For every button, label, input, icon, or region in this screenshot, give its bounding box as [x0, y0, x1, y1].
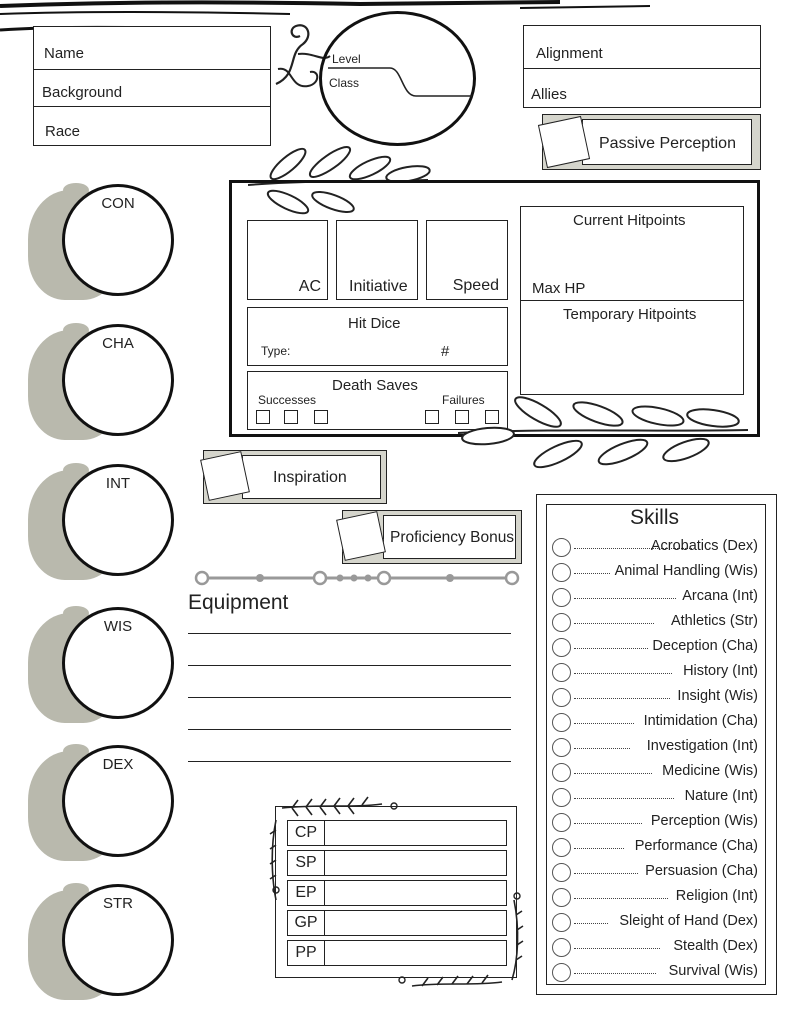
proficiency-circle-icon[interactable]: [552, 963, 571, 982]
equipment-title: Equipment: [188, 591, 289, 614]
inspiration-label: Inspiration: [273, 469, 347, 486]
proficiency-circle-icon[interactable]: [552, 888, 571, 907]
skill-dotted-leader: [574, 648, 648, 649]
stat-circle[interactable]: [62, 607, 174, 719]
skill-label: Acrobatics (Dex): [650, 538, 758, 554]
failure-checkbox[interactable]: [425, 410, 439, 424]
equipment-line[interactable]: [188, 665, 511, 666]
skill-dotted-leader: [574, 673, 672, 674]
coin-row-gp[interactable]: [287, 910, 507, 936]
coin-label: CP: [287, 820, 325, 846]
skill-dotted-leader: [574, 798, 674, 799]
coin-row-sp[interactable]: [287, 850, 507, 876]
inspiration-field[interactable]: [242, 455, 381, 499]
stat-circle[interactable]: [62, 464, 174, 576]
skill-dotted-leader: [574, 623, 654, 624]
proficiency-circle-icon[interactable]: [552, 938, 571, 957]
skill-row[interactable]: [552, 637, 758, 659]
hit-dice-count-label: #: [441, 343, 450, 360]
coin-amount-field[interactable]: [325, 940, 507, 966]
skill-dotted-leader: [574, 773, 652, 774]
skill-dotted-leader: [574, 973, 656, 974]
skill-row[interactable]: [552, 762, 758, 784]
race-row[interactable]: [34, 106, 270, 145]
hit-dice-label: Hit Dice: [348, 315, 401, 332]
proficiency-circle-icon[interactable]: [552, 838, 571, 857]
initiative-box[interactable]: [336, 220, 418, 300]
current-hp-label: Current Hitpoints: [573, 212, 686, 229]
success-checkbox[interactable]: [256, 410, 270, 424]
alignment-row[interactable]: [524, 26, 760, 69]
skill-dotted-leader: [574, 698, 670, 699]
skill-dotted-leader: [574, 873, 638, 874]
skill-row[interactable]: [552, 862, 758, 884]
skill-label: Performance (Cha): [634, 838, 758, 854]
proficiency-circle-icon[interactable]: [552, 588, 571, 607]
temp-hp-field[interactable]: [521, 300, 743, 394]
proficiency-circle-icon[interactable]: [552, 563, 571, 582]
passive-perception-field[interactable]: [582, 119, 752, 165]
hitpoints-box: [520, 206, 744, 395]
skill-label: Perception (Wis): [650, 813, 758, 829]
proficiency-bonus-label: Proficiency Bonus: [390, 529, 515, 546]
alignment-label: Alignment: [536, 45, 603, 62]
coin-row-pp[interactable]: [287, 940, 507, 966]
divider-ornament: [192, 568, 524, 588]
skill-dotted-leader: [574, 573, 610, 574]
proficiency-circle-icon[interactable]: [552, 863, 571, 882]
passive-perception-score-box[interactable]: [538, 116, 590, 168]
stat-con[interactable]: [28, 180, 188, 300]
skill-dotted-leader: [574, 898, 668, 899]
skill-label: Sleight of Hand (Dex): [619, 913, 758, 929]
max-hp-label: Max HP: [532, 280, 586, 297]
allies-row[interactable]: [524, 68, 760, 107]
skill-dotted-leader: [574, 748, 630, 749]
stat-circle[interactable]: [62, 884, 174, 996]
skill-label: Medicine (Wis): [662, 763, 758, 779]
skill-row[interactable]: [552, 587, 758, 609]
skill-label: Persuasion (Cha): [645, 863, 758, 879]
background-row[interactable]: [34, 69, 270, 107]
success-checkbox[interactable]: [284, 410, 298, 424]
stat-label: WIS: [103, 618, 133, 635]
proficiency-circle-icon[interactable]: [552, 763, 571, 782]
skill-row[interactable]: [552, 662, 758, 684]
name-row[interactable]: [34, 27, 270, 70]
coin-row-cp[interactable]: [287, 820, 507, 846]
equipment-line[interactable]: [188, 697, 511, 698]
skill-row[interactable]: [552, 887, 758, 909]
identity-box: [33, 26, 271, 146]
proficiency-circle-icon[interactable]: [552, 663, 571, 682]
stat-circle[interactable]: [62, 324, 174, 436]
proficiency-circle-icon[interactable]: [552, 688, 571, 707]
speed-label: Speed: [452, 277, 499, 294]
stat-circle[interactable]: [62, 184, 174, 296]
skill-label: Nature (Int): [684, 788, 758, 804]
skill-dotted-leader: [574, 948, 660, 949]
skill-row[interactable]: [552, 737, 758, 759]
stat-circle[interactable]: [62, 745, 174, 857]
proficiency-circle-icon[interactable]: [552, 613, 571, 632]
equipment-line[interactable]: [188, 633, 511, 634]
allies-label: Allies: [531, 86, 567, 103]
proficiency-circle-icon[interactable]: [552, 813, 571, 832]
stat-str[interactable]: [28, 880, 188, 1000]
skill-dotted-leader: [574, 923, 608, 924]
proficiency-bonus-field[interactable]: [383, 515, 516, 559]
skill-row[interactable]: [552, 962, 758, 984]
background-label: Background: [42, 84, 123, 101]
equipment-line[interactable]: [188, 729, 511, 730]
skill-label: Survival (Wis): [668, 963, 758, 979]
coin-label: EP: [287, 880, 325, 906]
hit-dice-box[interactable]: [247, 307, 508, 366]
coin-amount-field[interactable]: [325, 820, 507, 846]
initiative-label: Initiative: [349, 278, 408, 295]
skill-label: Athletics (Str): [670, 613, 758, 629]
proficiency-circle-icon[interactable]: [552, 788, 571, 807]
skill-row[interactable]: [552, 912, 758, 934]
skill-label: Arcana (Int): [682, 588, 758, 604]
stat-label: DEX: [102, 756, 134, 773]
skill-label: Animal Handling (Wis): [614, 563, 758, 579]
speed-box[interactable]: [426, 220, 508, 300]
skill-dotted-leader: [574, 823, 642, 824]
skill-label: Insight (Wis): [677, 688, 758, 704]
skill-label: Deception (Cha): [652, 638, 758, 654]
name-label: Name: [44, 45, 85, 62]
skill-row[interactable]: [552, 537, 758, 559]
leaf-ornament-right: [458, 388, 758, 483]
proficiency-circle-icon[interactable]: [552, 538, 571, 557]
skill-row[interactable]: [552, 712, 758, 734]
proficiency-circle-icon[interactable]: [552, 638, 571, 657]
inspiration-score-box[interactable]: [200, 451, 250, 501]
alignment-box: [523, 25, 761, 108]
skill-label: Religion (Int): [675, 888, 758, 904]
skill-label: History (Int): [683, 663, 758, 679]
coin-row-ep[interactable]: [287, 880, 507, 906]
success-checkbox[interactable]: [314, 410, 328, 424]
failures-label: Failures: [442, 393, 485, 407]
skill-row[interactable]: [552, 837, 758, 859]
proficiency-circle-icon[interactable]: [552, 713, 571, 732]
proficiency-circle-icon[interactable]: [552, 738, 571, 757]
coin-label: GP: [287, 910, 325, 936]
death-saves-label: Death Saves: [332, 377, 418, 394]
skill-row[interactable]: [552, 562, 758, 584]
coin-label: SP: [287, 850, 325, 876]
stat-wis[interactable]: [28, 603, 188, 723]
skill-label: Intimidation (Cha): [643, 713, 758, 729]
coin-amount-field[interactable]: [325, 880, 507, 906]
skill-dotted-leader: [574, 598, 676, 599]
coin-label: PP: [287, 940, 325, 966]
skill-row[interactable]: [552, 687, 758, 709]
skill-dotted-leader: [574, 848, 624, 849]
skill-row[interactable]: [552, 812, 758, 834]
proficiency-circle-icon[interactable]: [552, 913, 571, 932]
coin-amount-field[interactable]: [325, 850, 507, 876]
skill-dotted-leader: [574, 723, 634, 724]
stat-label: CHA: [102, 335, 134, 352]
ac-box[interactable]: [247, 220, 328, 300]
stat-label: CON: [101, 195, 135, 212]
coin-amount-field[interactable]: [325, 910, 507, 936]
level-label: Level: [332, 52, 361, 66]
skill-label: Stealth (Dex): [673, 938, 758, 954]
stat-int[interactable]: [28, 460, 188, 580]
ac-label: AC: [298, 278, 321, 295]
stat-label: STR: [103, 895, 133, 912]
race-label: Race: [45, 123, 81, 140]
class-label: Class: [329, 76, 360, 90]
hit-dice-type-label: Type:: [261, 344, 291, 358]
equipment-line[interactable]: [188, 761, 511, 762]
stat-label: INT: [105, 475, 131, 492]
skill-label: Investigation (Int): [646, 738, 758, 754]
skill-row[interactable]: [552, 787, 758, 809]
stat-dex[interactable]: [28, 741, 188, 861]
proficiency-bonus-score-box[interactable]: [336, 511, 386, 561]
successes-label: Successes: [258, 393, 317, 407]
passive-perception-label: Passive Perception: [599, 135, 736, 152]
current-hp-field[interactable]: [521, 207, 743, 301]
skills-title: Skills: [630, 506, 680, 529]
skill-row[interactable]: [552, 612, 758, 634]
temp-hp-label: Temporary Hitpoints: [563, 306, 697, 323]
skill-row[interactable]: [552, 937, 758, 959]
stat-cha[interactable]: [28, 320, 188, 440]
